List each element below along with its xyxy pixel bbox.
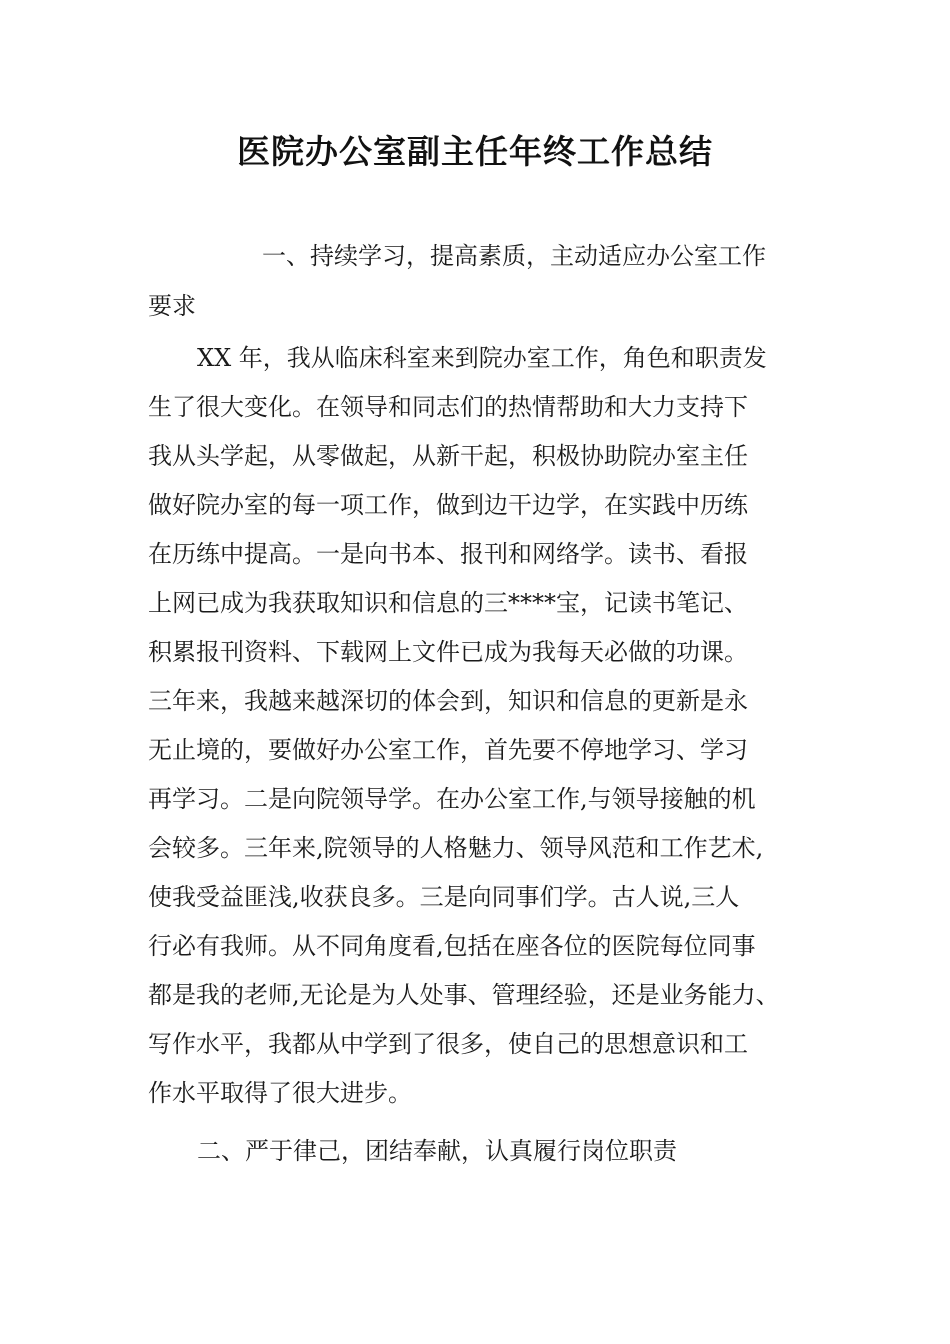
paragraph-line: XX 年，我从临床科室来到院办室工作，角色和职责发 — [197, 344, 767, 372]
section-heading-line: 要求 — [148, 292, 196, 320]
paragraph-line: 使我受益匪浅,收获良多。三是向同事们学。古人说,三人 — [148, 883, 740, 911]
paragraph-line: 行必有我师。从不同角度看,包括在座各位的医院每位同事 — [148, 932, 756, 960]
paragraph-line: 再学习。二是向院领导学。在办公室工作,与领导接触的机 — [148, 785, 756, 813]
paragraph-line: 会较多。三年来,院领导的人格魅力、领导风范和工作艺术, — [148, 834, 764, 862]
paragraph-line: 写作水平，我都从中学到了很多，使自己的思想意识和工 — [148, 1030, 748, 1058]
paragraph-line: 上网已成为我获取知识和信息的三****宝，记读书笔记、 — [148, 589, 748, 617]
paragraph-line: 做好院办室的每一项工作，做到边干边学，在实践中历练 — [148, 491, 748, 519]
paragraph-line: 在历练中提高。一是向书本、报刊和网络学。读书、看报 — [148, 540, 748, 568]
paragraph-line: 无止境的，要做好办公室工作，首先要不停地学习、学习 — [148, 736, 748, 764]
paragraph-line: 我从头学起，从零做起，从新干起，积极协助院办室主任 — [148, 442, 748, 470]
section-heading-line: 二、严于律己，团结奉献，认真履行岗位职责 — [197, 1137, 677, 1165]
section-heading-line: 一、持续学习，提高素质，主动适应办公室工作 — [262, 242, 766, 270]
paragraph-line: 三年来，我越来越深切的体会到，知识和信息的更新是永 — [148, 687, 748, 715]
paragraph-line: 都是我的老师,无论是为人处事、管理经验，还是业务能力、 — [148, 981, 780, 1009]
paragraph-line: 积累报刊资料、下载网上文件已成为我每天必做的功课。 — [148, 638, 748, 666]
document-title: 医院办公室副主任年终工作总结 — [237, 132, 713, 171]
paragraph-line: 作水平取得了很大进步。 — [148, 1079, 412, 1107]
paragraph-line: 生了很大变化。在领导和同志们的热情帮助和大力支持下 — [148, 393, 748, 421]
